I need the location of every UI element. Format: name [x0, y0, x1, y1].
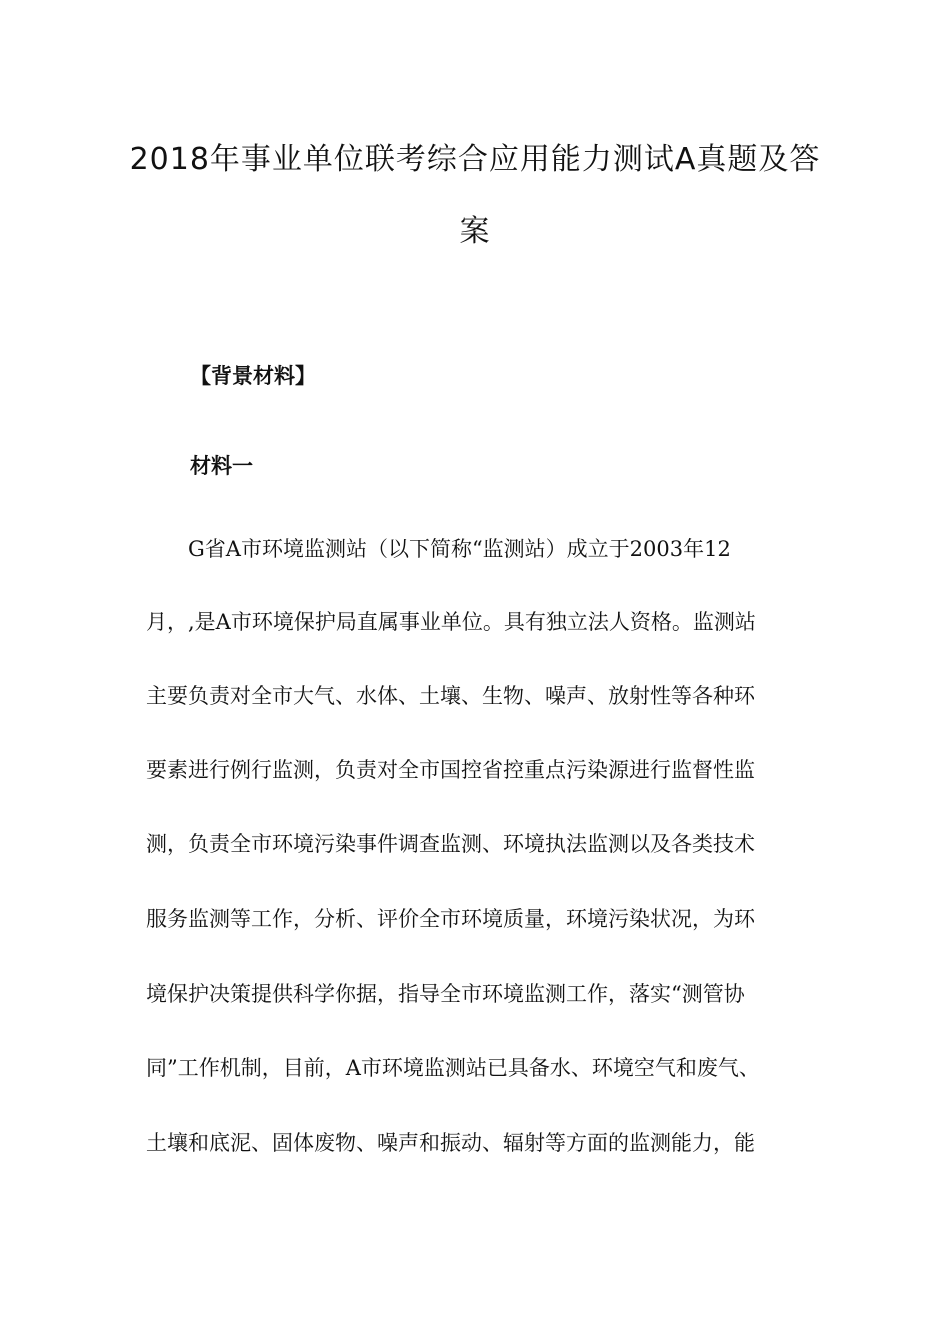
paragraph-line: 境保护决策提供科学你据，指导全市环境监测工作，落实“测管协 — [146, 982, 745, 1006]
paragraph-line: 服务监测等工作，分析、评价全市环境质量，环境污染状况，为环 — [146, 907, 755, 931]
section-heading-background: 【背景材料】 — [190, 364, 316, 388]
material-heading-one: 材料一 — [190, 454, 253, 478]
paragraph-line: 测，负责全市环境污染事件调查监测、环境执法监测以及各类技术 — [146, 832, 755, 856]
document-title-line-2: 案 — [459, 214, 491, 249]
paragraph-line: G省A市环境监测站（以下简称“监测站）成立于2003年12 — [188, 537, 731, 561]
paragraph-line: 月，,是A市环境保护局直属事业单位。具有独立法人资格。监测站 — [146, 610, 756, 634]
paragraph-line: 土壤和底泥、固体废物、噪声和振动、辐射等方面的监测能力，能 — [146, 1131, 755, 1155]
paragraph-line: 要素进行例行监测，负责对全市国控省控重点污染源进行监督性监 — [146, 758, 755, 782]
paragraph-line: 主要负责对全市大气、水体、土壤、生物、噪声、放射性等各种环 — [146, 684, 755, 708]
paragraph-line: 同”工作机制，目前，A市环境监测站已具备水、环境空气和废气、 — [146, 1056, 760, 1080]
document-title-line-1: 2018年事业单位联考综合应用能力测试A真题及答 — [129, 142, 821, 177]
